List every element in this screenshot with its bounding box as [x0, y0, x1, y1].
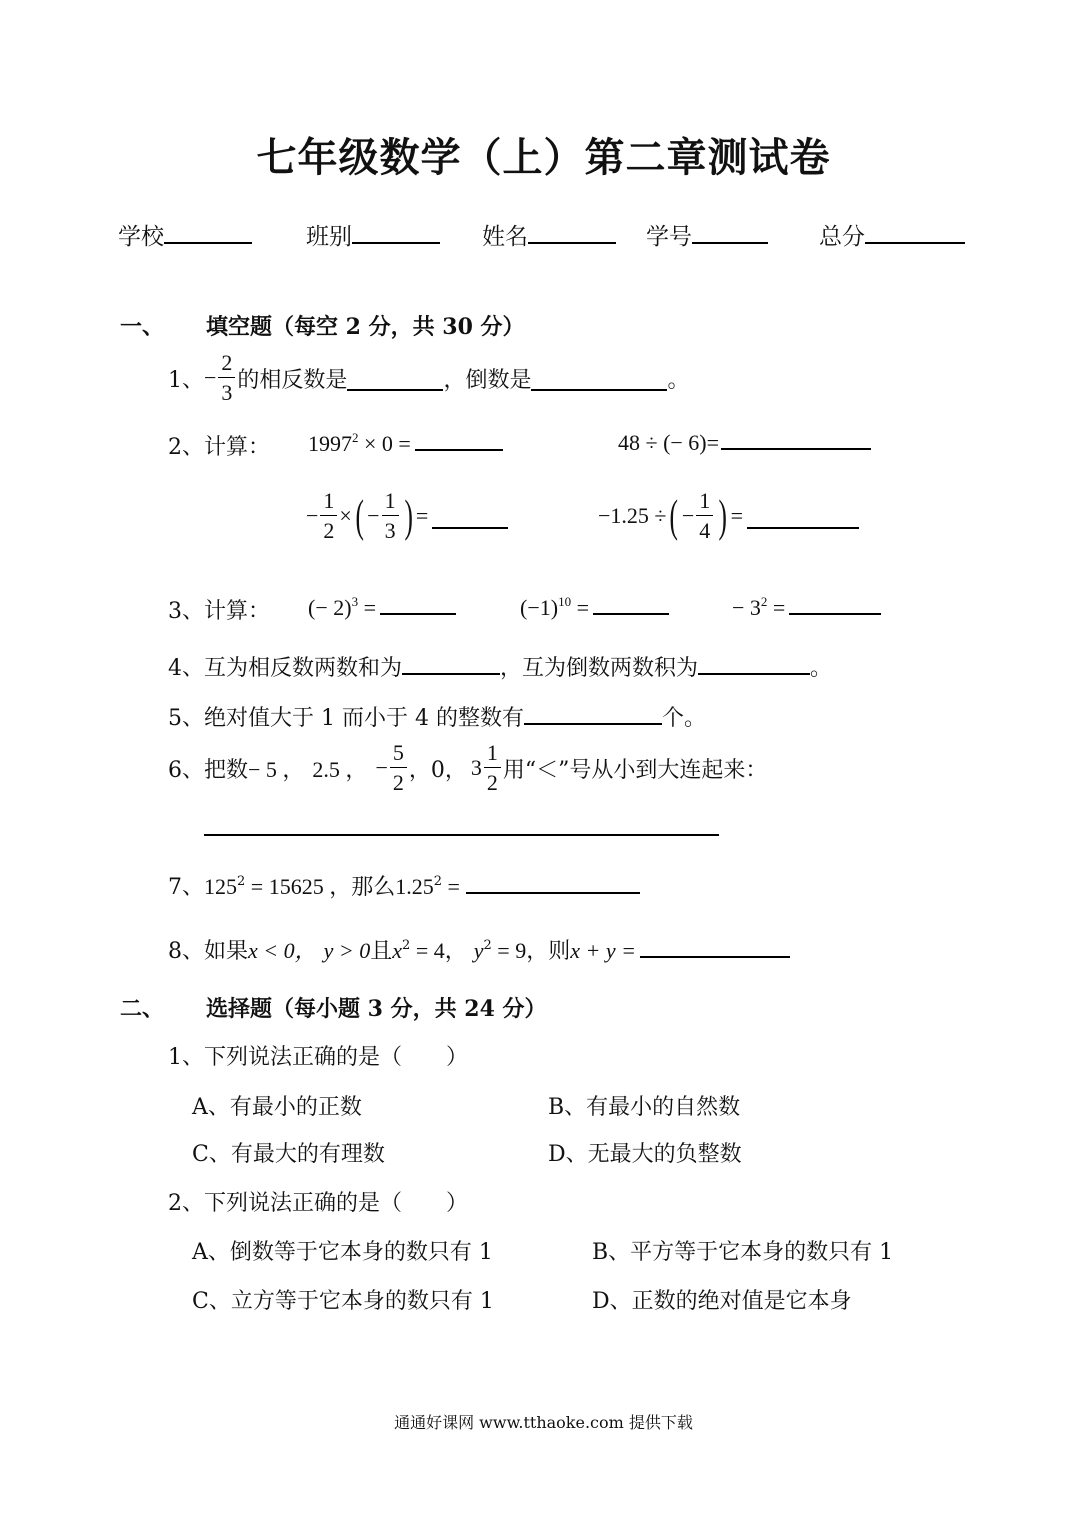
fill-q4: 4、互为相反数两数和为 ，互为倒数两数积为 。 — [168, 656, 833, 681]
fill-q3-expr1: (− 2)$^3$ = — [308, 594, 456, 621]
answer-blank[interactable] — [347, 388, 443, 391]
class-field[interactable]: 班别 — [306, 218, 440, 251]
answer-blank[interactable] — [747, 526, 859, 529]
answer-blank[interactable] — [466, 891, 640, 894]
fill-q3-expr2: $(-1)^{10}$ = — [520, 594, 669, 621]
choice-q1-option-c[interactable]: C、有最大的有理数 — [192, 1142, 385, 1167]
fill-q5: 5、绝对值大于 1 而小于 4 的整数有 个。 — [168, 706, 706, 731]
fill-q3-label: 3、计算： — [168, 599, 270, 624]
choice-q2-option-a[interactable]: A、倒数等于它本身的数只有 1 — [192, 1240, 493, 1265]
answer-blank[interactable] — [531, 388, 667, 391]
choice-q1-option-a[interactable]: A、有最小的正数 — [192, 1095, 362, 1120]
fill-q2-expr3: − $\frac{1}{2}$ × ( − $\frac{1}{3}$ ) = — [306, 490, 508, 542]
choice-q2-stem: 2、下列说法正确的是（ ） — [168, 1191, 468, 1216]
answer-line[interactable] — [204, 834, 719, 836]
fill-q6: 6、把数 − 5 ， 2.5 ， − $\frac{5}{2}$ ，0， 3 $\frac{1}{2}$ 用“＜”号从小到大连起来： — [168, 740, 768, 795]
fill-q2-label: 2、计算： — [168, 435, 270, 460]
section1-number: 一、 — [120, 314, 165, 340]
answer-blank[interactable] — [698, 672, 810, 675]
fill-q1: 1、 − $\frac{2}{3}$ 的相反数是 ，倒数是 。 — [168, 350, 690, 405]
fill-q7: 7、$125^2 = 15625$ ，那么$1.25^2$ = — [168, 870, 640, 901]
fill-q2-expr2: 48 ÷ (− 6)= — [618, 430, 871, 456]
school-field[interactable]: 学校 — [118, 218, 252, 251]
answer-blank[interactable] — [640, 955, 790, 958]
fill-q3-expr3: − $3^2$ = — [732, 594, 881, 621]
fraction: $\frac{2}{3}$ — [218, 352, 235, 404]
page-title: 七年级数学（上）第二章测试卷 — [256, 134, 831, 181]
choice-q2-option-b[interactable]: B、平方等于它本身的数只有 1 — [592, 1240, 894, 1265]
fill-q8: 8、如果x < 0， y > 0且$x^2 = 4$， $y^2 = 9$，则x + y = — [168, 934, 790, 965]
section2-number: 二、 — [120, 996, 165, 1022]
choice-q1-option-d[interactable]: D、无最大的负整数 — [548, 1142, 742, 1167]
choice-q2-option-c[interactable]: C、立方等于它本身的数只有 1 — [192, 1289, 494, 1314]
choice-q1-stem: 1、下列说法正确的是（ ） — [168, 1045, 468, 1070]
page-footer: 通通好课网 www.tthaoke.com 提供下载 — [394, 1413, 693, 1432]
student-number-field[interactable]: 学号 — [646, 218, 768, 251]
fill-q2-expr4: −1.25 ÷ ( − $\frac{1}{4}$ ) = — [598, 490, 859, 542]
answer-blank[interactable] — [415, 448, 503, 451]
answer-blank[interactable] — [789, 612, 881, 615]
answer-blank[interactable] — [721, 447, 871, 450]
choice-q1-option-b[interactable]: B、有最小的自然数 — [548, 1095, 741, 1120]
answer-blank[interactable] — [432, 526, 508, 529]
answer-blank[interactable] — [593, 612, 669, 615]
choice-q2-option-d[interactable]: D、正数的绝对值是它本身 — [592, 1289, 852, 1314]
name-field[interactable]: 姓名 — [482, 218, 616, 251]
answer-blank[interactable] — [380, 612, 456, 615]
answer-blank[interactable] — [402, 672, 500, 675]
total-score-field[interactable]: 总分 — [819, 218, 965, 251]
section2-title: 选择题（每小题 3 分，共 24 分） — [206, 996, 547, 1022]
answer-blank[interactable] — [524, 722, 662, 725]
fill-q2-expr1: $1997^2 \times 0$ = — [308, 430, 503, 457]
section1-title: 填空题（每空 2 分，共 30 分） — [206, 314, 525, 340]
